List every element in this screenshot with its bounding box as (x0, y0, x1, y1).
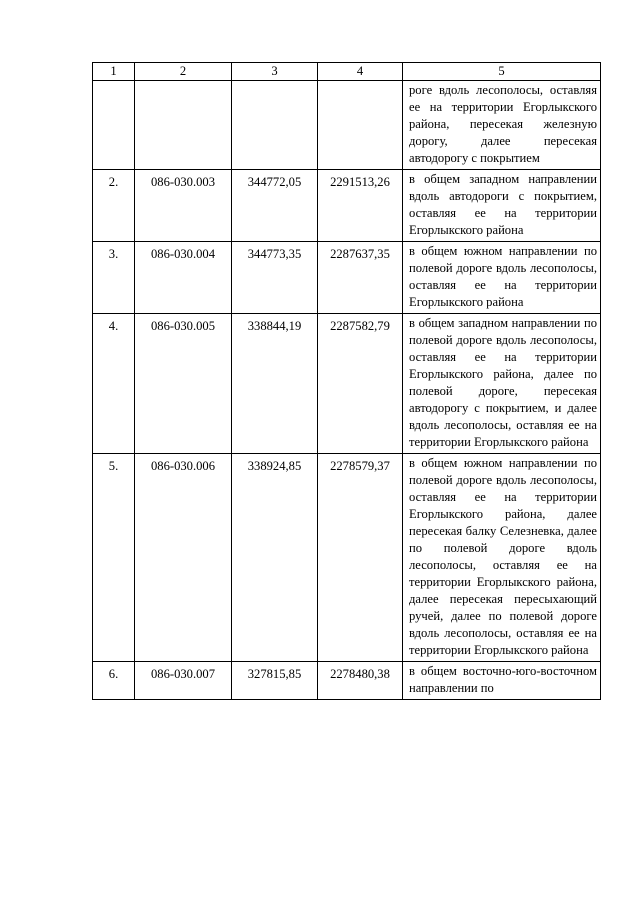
route-description: в общем западном направлении по полевой дороге вдоль лесополосы, оставляя ее на территории Егорлыкского района, далее по полевой дороге, пересекая автодорогу с покрытием, и далее вдоль лесополосы, оставляя ее на территории Егорлыкского района (403, 314, 601, 454)
coord-y: 2291513,26 (318, 170, 403, 242)
route-description: в общем восточно-юго-восточном направлении по (403, 662, 601, 700)
table-row (93, 454, 601, 662)
point-code: 086-030.003 (135, 170, 232, 242)
header-cell-5: 5 (403, 63, 601, 81)
row-number: 4. (93, 314, 135, 454)
table-row (93, 81, 601, 170)
coord-y (318, 81, 403, 170)
point-code: 086-030.005 (135, 314, 232, 454)
coord-y: 2287582,79 (318, 314, 403, 454)
row-number: 3. (93, 242, 135, 314)
coord-y: 2287637,35 (318, 242, 403, 314)
coord-x: 344773,35 (232, 242, 318, 314)
point-code (135, 81, 232, 170)
coord-x: 327815,85 (232, 662, 318, 700)
header-row (93, 63, 601, 81)
point-code: 086-030.004 (135, 242, 232, 314)
point-code: 086-030.007 (135, 662, 232, 700)
route-description: в общем южном направлении по полевой дороге вдоль лесополосы, оставляя ее на территории Егорлыкского района (403, 242, 601, 314)
row-number: 2. (93, 170, 135, 242)
route-description: в общем южном направлении по полевой дороге вдоль лесополосы, оставляя ее на территории Егорлыкского района, далее пересекая балку Селезневка, далее по полевой дороге вдоль лесополосы, оставляя ее на территории Егорлыкского района, далее пересекая пересыхающий ручей, далее по полевой дороге вдоль лесополосы, оставляя ее на территории Егорлыкского района (403, 454, 601, 662)
coord-y: 2278579,37 (318, 454, 403, 662)
coord-y: 2278480,38 (318, 662, 403, 700)
point-code: 086-030.006 (135, 454, 232, 662)
coord-x: 344772,05 (232, 170, 318, 242)
table-row (93, 662, 601, 700)
row-number (93, 81, 135, 170)
coord-x: 338844,19 (232, 314, 318, 454)
header-cell-1: 1 (93, 63, 135, 81)
row-number: 5. (93, 454, 135, 662)
route-description: в общем западном направлении вдоль автодороги с покрытием, оставляя ее на территории Егорлыкского района (403, 170, 601, 242)
boundary-table (92, 62, 601, 700)
table-row (93, 314, 601, 454)
table-row (93, 242, 601, 314)
route-description: роге вдоль лесополосы, оставляя ее на территории Егорлыкского района, пересекая железную дорогу, далее пересекая автодорогу с покрытием (403, 81, 601, 170)
header-cell-2: 2 (135, 63, 232, 81)
table-row (93, 170, 601, 242)
header-cell-4: 4 (318, 63, 403, 81)
coord-x: 338924,85 (232, 454, 318, 662)
coord-x (232, 81, 318, 170)
row-number: 6. (93, 662, 135, 700)
header-cell-3: 3 (232, 63, 318, 81)
